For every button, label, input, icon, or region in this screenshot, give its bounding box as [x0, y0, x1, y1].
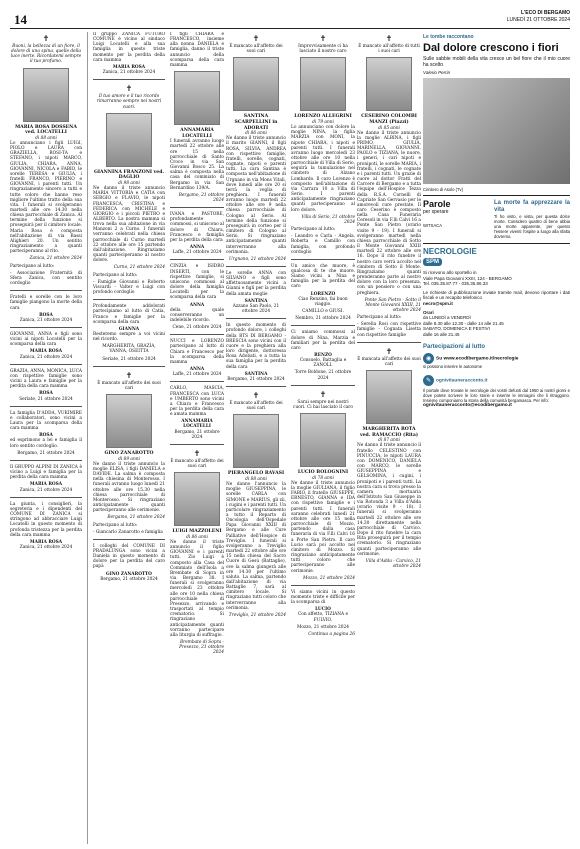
participation-label: Partecipano al lutto: — [93, 522, 138, 528]
portrait-photo — [366, 370, 412, 424]
notice-name: LUCIO — [315, 607, 331, 613]
notice-text: La famiglia D'ADDA, VUKIMIRE e collaboratori, sono vicini a Laura per la scomparsa della cara mamma — [10, 410, 82, 432]
notice-name: ANNA — [189, 245, 205, 251]
deceased-name: CESERINO COLOMBI MANZI (Piazzi) — [361, 114, 417, 125]
divider — [226, 266, 286, 267]
notice-text: Ne danno il triste annuncio il fratello CELESTINO con PINUCCIA, le nipoti LAURA con DOMENICO, DANIELA con MARCO, le sorelle GIUSEPPINA e GELSOMINA, i cugini, i pronipoti e i parenti tutti. La nostra cara si trova presso la camera mortuaria dell'Istituto San Giuseppe in via Rotonda 3 a Villa d'Adda (orario visite 9 - 18). I funerali si svolgeranno martedì 22 ottobre alle ore 14.30 direttamente nella parrocchiale di Carvico. Dopo il rito funebre la cara Rita proseguirà per il tempio crematorio. Si ringraziano quanti parteciperanno alle cerimonie. — [357, 443, 421, 557]
notice-text: I figli CHIARA e FRANCESCO, insieme alla nonna DANIELA e famiglia, danno il triste annuncio della scomparsa della cara mamma — [170, 32, 224, 68]
notice-name: SANTINA — [244, 298, 268, 304]
notice-place: Seriate, 21 ottobre 2024 — [102, 356, 156, 362]
book-icon: ✎ — [423, 375, 434, 386]
parole-text: Ti ho visto, e vista, per questa dolce morte. Considero quattro di bene abbia una morte apparente, per questo l'essere viventi l'ospite a luogo alla sfalta dovremo. — [494, 214, 570, 239]
parole-per-sperare-box — [423, 195, 570, 239]
notice-text: della quale conserveranno un indelebile ricordo. — [170, 307, 224, 323]
notice-name: ANNA — [189, 367, 205, 373]
notice-place: Zanica, 21 ottobre 2024 — [102, 70, 156, 76]
notice-name: LORENZO — [310, 291, 336, 297]
participation-label: Partecipano al lutto: — [10, 263, 55, 269]
divider — [10, 460, 82, 461]
notice-place: Bergamo, 21 ottobre 2024 — [17, 450, 75, 456]
deceased-name: MARIA ROSA DOSSENA ved. LOCATELLI — [15, 124, 77, 136]
ognivita-email-link[interactable]: ognivitauneracconto@ecodibergamo.it — [423, 402, 512, 408]
divider — [93, 539, 165, 540]
info-line: Si ricevono allo sportello in — [423, 270, 477, 275]
divider — [170, 259, 224, 260]
notice-text: I funerali avranno luogo martedì 22 ottobre alle ore 15 nella parrocchiale di Santo Croce in via San Giovanni Bosco 25. La salma è composta nella casa del commiato di Bergamo in via San Bernardino 139/A. — [170, 139, 224, 191]
notice-name: MARIA ROSA — [29, 482, 63, 488]
notice-place: Mozzo, 21 ottobre 2024 — [303, 575, 355, 581]
notice-text: Lo annunciano i figli LUIGI, PIOLO e LAURA con GRAZIELLA, ROSI-TA e STEFANO, i nipoti MARCO, GIULIA, CHIARA, ANNA, GIOVANNI, NICOLA e FABIO, le sorelle TERESA e GIULIA, i fratelli FRANCO, PIERINO e GIOVANNI, i parenti tutti. Un ringraziamento sincero a tutti e tutte coloro che hanno reso migliore l'ultimo tratto della sua vita. I funerali si svolgeranno martedì alle ore 14.30 nella chiesa parrocchiale di Zanica. Al termine della funzione si proseguirà per il cimitero locale. Maria Rosa è composta nell'abitazione di via Bassi Alighieri 20. Un sentito ringraziamento a quanti parteciperanno al rito. — [10, 140, 82, 255]
notice-text: IVANA e PASTORE, profondamente commossi, si uniscono al dolore di Chiara, Francesco e famiglia per la perdita della cara — [170, 212, 224, 243]
notice-place: Bergamo, 21 ottobre 2024 — [178, 192, 224, 203]
deceased-age: di 79 anni — [312, 119, 334, 125]
poem: Buoni, la bellezza di un fiore, il dolore di una spina, quelle della luce inerte. Ricordatemi sempre il tuo profumo. — [10, 44, 82, 65]
notice-text: Ne danno il triste annuncio la moglie ALBINA, i figli PRIMO, GIULIA, MARINELLA, GIOVANNI, PAOLO e TIZIANA, le nuore, i generi, i cari nipoti e pronipoti, le sorelle MARIA, i fratelli, i cognati, le cognate e i parenti tutti. Un grazie di cuore al dottor Fratti del Carcere di Bergamo e a tutta l'équipe dell'Hospice Tezza della R.S.A. Cornelli di Capriate San Gervasio per le amorevoli cure prestate. Il caro Ceserino è composto nella Casa Funeraria Ceresoli in via F.lli Calvi 16 a Ponte San Pietro (orario visite 9 - 19). I funerali si svolgeranno martedì nella chiesa parrocchiale di Sotto il Monte Giovanni XXIII martedì 22 ottobre alle ore 16. Dopo il rito funebre il nostro caro verrà accolto nel cimitero di Sotto il Monte. Ringraziamo quanti prenderanno parte al nostro dolore con la loro presenza, con un pensiero o con una preghiera. — [357, 130, 421, 296]
notice-text: Ci uniamo commossi al dolore di Nina, Marzia e familiari per la perdita del caro — [291, 330, 355, 351]
column-3 — [170, 32, 224, 844]
ognivita-link[interactable]: ognivitauneracconto.it — [436, 378, 488, 384]
photo-caption: Cimitero di Asolo (Tv) — [423, 187, 464, 192]
hours-line: dalle 16 alle 21.45 — [423, 331, 460, 337]
notice-place: Ponte San Pietro - Sotto il Monte Giovanni XXIII, 21 ottobre 2024 — [364, 297, 421, 313]
divider — [357, 342, 421, 343]
column-5 — [291, 32, 355, 844]
divider — [10, 497, 82, 498]
cross-icon: ✝ — [385, 34, 393, 43]
divider — [170, 444, 224, 445]
divider — [170, 207, 224, 208]
notice-place: Torre Boldone, 21 ottobre 2024 — [294, 370, 352, 381]
hours-line: dalle 8.30 alle 12.30 - dalle 14 alle 21.45 — [423, 320, 504, 326]
globe-icon: ◉ — [423, 353, 434, 364]
deceased-age: di 89 anni — [118, 456, 140, 462]
notice-text: Resteremo sempre a voi vicini nel ricordo. — [93, 331, 165, 343]
partecipazioni-title: Partecipazioni al lutto — [423, 343, 486, 350]
notice-name: GINO ZANAROTTO — [106, 571, 152, 577]
notice-name: ANNA — [189, 302, 205, 308]
office-address: Viale Papa Giovanni XXIII, 124 - BERGAMO — [423, 275, 512, 281]
notice-place: Villa d'Adda - Carvico, 21 ottobre 2024 — [365, 558, 421, 569]
deceased-age: di 78 anni — [312, 475, 334, 481]
notice-text: Il GRUPPO ALPINI DI ZANICA è vicino a Luigi e famiglia per la perdita della cara mamma — [10, 464, 82, 481]
cross-icon: ✝ — [385, 346, 393, 356]
notice-text: CINZIA e ISIDRO INSERTI, con le rispettive famiglie, si uniscono commossi al dolore della famiglia Locatelli per la scomparsa della cara — [170, 264, 224, 301]
cross-icon: ✝ — [319, 389, 327, 399]
divider — [10, 290, 82, 291]
cross-icon: ✝ — [125, 84, 133, 94]
deceased-age: di 86 anni — [186, 534, 208, 540]
deceased-age: di 98 anni — [118, 180, 140, 186]
info-line: Le richieste di pubblicazione inviate tramite mail, devono riportare i dati fiscali e un recapito telefonico — [423, 289, 570, 301]
deceased-age: di 86 anni — [245, 131, 267, 137]
portrait-photo — [300, 57, 346, 111]
notice-intro: È mancato all'affetto dei suoi cari — [229, 400, 283, 412]
divider — [10, 406, 82, 407]
ecodibergamo-link[interactable]: Su www.ecodibergamo.it/necrologie — [436, 356, 519, 362]
notice-text: ed esprimono a lei e famiglia il loro sentito cordoglio. — [10, 438, 82, 449]
notice-place: Bergamo, 21 ottobre 2024 — [174, 429, 220, 440]
notice-text: CARLO, MASCIA, FRANCESCA con LUCA e UMBERTO sono vicini a Chiara e Francesco per la perdita della cara e amata mamma — [170, 386, 224, 418]
notice-text: Il gruppo ZANICA FUTURO COMUNE è vicino al sindaco Luigi Locatelli e alla sua famiglia in questo triste momento per la perdita della cara mamma — [93, 32, 165, 63]
cross-icon: ✝ — [319, 34, 327, 43]
notice-signature: Con affetto, TIZIANA e FULVIO. — [297, 612, 349, 623]
notice-place: Zanica, 21 ottobre 2024 — [29, 256, 82, 262]
header-rule — [10, 28, 570, 29]
notice-name: MARIA ROSA — [112, 64, 146, 70]
deceased-name: LUIGI MAZZOLENI — [172, 529, 222, 535]
column-4 — [226, 32, 286, 844]
participation-label: Partecipano al lutto: — [93, 272, 138, 278]
divider — [226, 386, 286, 387]
notice-text: La giunta, i consiglieri, la segreteria e i dipendenti del COMUNE DI ZANICA si stringono ad abbracciare Luigi Locatelli in questo momento di profonda tristezza per la perdita della cara mamma — [10, 501, 82, 538]
portrait-photo — [23, 68, 69, 122]
participation-text: - Leandro e Carla - Angela, Roberta e Camillo con famiglia, con profondo cordoglio — [291, 234, 355, 255]
portrait-photo — [106, 394, 152, 448]
article-author: Valerio Perrin — [423, 70, 451, 75]
column-7 — [423, 32, 570, 844]
continued-on-page: Continua a pagina 26 — [308, 631, 355, 637]
newspaper-name: L'ECO DI BERGAMO — [521, 10, 570, 16]
notice-place: Bergamo, 21 ottobre 2024 — [100, 576, 158, 582]
office-email-link[interactable]: necro@spm.it — [423, 300, 453, 306]
notice-place: Laffe, 21 ottobre 2024 — [172, 372, 222, 378]
notice-text: Ne danno il triste annuncio la moglie GIULIANA, il figlio FABIO, il fratello GIUSEPPE, ERNESTO, GIANNA e IDA con rispettive famiglie e i parenti tutti. I funerali saranno celebrati lunedì 21 ottobre alle ore 15 nella parrocchiale di Mozzo, partendo dalla casa funeraria di via F.lli Calvi 16 a Porte San Pietro. Il caro Lucio sarà poi accolto nel cimitero di Mozzo. Si ringraziano anticipatamente tutti coloro che parteciperanno alle cerimonie. — [291, 480, 355, 574]
divider — [170, 334, 224, 335]
notice-name: GIANNA — [118, 326, 140, 332]
notice-name: RENZO — [314, 353, 332, 358]
notice-text: Ne danno il triste annuncio il marito GIANNI, il figli ROSA, SILVIA, ANDREA con rispettive famiglie, fratelli, sorelle, cognati, cognate, nipoti e parenti tutti. La cara Santina è composta nell'abitazione di Urgnano in via Mons Vitali, dove lunedì alle ore 20 si terrà la veglia di preghiera. I funerali avranno luogo martedì 22 ottobre alle ore 9 nella chiesa parrocchiale di Cologno al Serio. Al termine della funzione si proseguirà in corteo per il cimitero di Cologno al Serio. Si ringraziano anticipatamente quanti interverranno alla cerimonia. — [226, 136, 286, 255]
hours-line: SABATO, DOMENICA E FESTIVI — [423, 326, 490, 332]
link-subtitle: si possono inserire le autonome — [423, 363, 483, 369]
office-info — [423, 270, 570, 338]
notice-name: ANNAMARIA LOCATELLI — [181, 419, 213, 430]
page-number: 14 — [14, 12, 27, 27]
section-tag: Le tombe raccontano — [423, 34, 474, 40]
deceased-name: ANNAMARIA LOCATELLI — [180, 128, 214, 139]
notice-place: Zanica, 21 ottobre 2024 — [19, 544, 73, 550]
notice-text: Lo annunciano con dolore la moglie NINA, la figlia MARZIA con MONI, la nipote CHIARA, i nipoti e parenti tutti. I funerali avranno luogo mercoledì 23 ottobre alle ore 10 nella parrocchiale di Villa di Serio, seguirà la tumulazione nel cimitero di Alzano Lombardo. Il caro Lorenzo è composto nell'abitazione di via Carrara 10 a Villa di Serio. I parenti anticipatamente ringraziano quanti parteciperanno al loro dolore. — [291, 125, 355, 213]
notice-name: ROSA — [39, 433, 53, 439]
divider — [291, 585, 355, 586]
notice-place: Curno, 21 ottobre 2024 — [113, 265, 165, 271]
divider — [170, 381, 224, 382]
notice-text: NUCCI e LORENZO partecipano al lutto di Chiara e Francesco per la scomparsa della mamma — [170, 339, 224, 365]
spm-logo: SPM — [423, 258, 442, 266]
notice-place: Zanica, 21 ottobre 2024 — [19, 487, 73, 493]
cross-icon: ✝ — [252, 34, 260, 43]
divider — [291, 259, 355, 260]
deceased-name: LORENZO ALLEGRINI — [294, 114, 352, 120]
cross-icon: ✝ — [125, 370, 133, 380]
notice-text: Profondamente addolorati partecipiamo al lutto di Catia, Franco e famiglie per la scomparsa della cara — [93, 304, 165, 325]
cemetery-photo — [423, 78, 570, 184]
notice-place: Nembro, 21 ottobre 2024 — [295, 316, 351, 322]
divider — [93, 366, 165, 367]
deceased-name: PIERANGELO RAVASI — [227, 471, 285, 477]
notice-place: Urgnano, 21 ottobre 2024 — [229, 256, 286, 262]
portrait-photo — [174, 472, 220, 526]
notice-signature: Consuelo, Battaglia e ZANOLI. — [299, 358, 347, 369]
masthead — [507, 10, 570, 23]
notice-intro: È mancato all'affetto di tutti i suoi cari — [358, 44, 420, 55]
notice-name: ROSA — [39, 312, 53, 318]
notice-text: Ciao Renzino, fai buon viaggio. — [298, 296, 348, 307]
necrologie-section — [423, 243, 570, 266]
notice-place: Laffe, 21 ottobre 2024 — [172, 250, 222, 256]
divider — [226, 318, 286, 319]
notice-text: Vi siamo vicini in questo momento triste e difficile per la scomparsa di — [291, 589, 355, 606]
cross-icon: ✝ — [42, 34, 50, 43]
notice-name: MARIA ROSA — [29, 539, 63, 545]
notice-place: Bergamo, 21 ottobre 2024 — [107, 515, 165, 521]
participation-label: Partecipano al lutto: — [357, 315, 402, 321]
poem: Il tuo amore e il tuo ricordo rimarranno sempre nei nostri cuori. — [96, 94, 162, 110]
parole-subtitle: per sperare — [423, 209, 449, 215]
portrait-photo — [300, 413, 346, 467]
parole-headline: La morte fa apprezzare la vita — [494, 200, 570, 213]
office-phone: Tel. 035.35.87.77 - 035.35.86.33 — [423, 281, 488, 287]
cross-icon: ✝ — [193, 448, 201, 458]
notice-intro: Sarai sempre nei nostri cuori. Ci hai lasciato il caro — [293, 399, 353, 410]
notice-text: Ne danno il triste annuncio il figlio GIOVANNI e i parenti tutti. Zio Luigi è composto alla Casa del Commiato dell'Isola a Brembate di Sopra in via Bergamo 38. I funerali si svolgeranno mercoledì 23 ottobre alle ore 10 nella chiesa parrocchiale di Presezzo, arrivando e trasportati al tempio crematorio. Si ringraziano anticipatamente quanti vorranno partecipare alla liturgia di suffragio. — [170, 540, 224, 638]
necrologie-title: NECROLOGIE — [423, 247, 477, 256]
portrait-photo — [106, 113, 152, 167]
participation-label: Partecipano al lutto: — [291, 227, 336, 233]
notice-text: Ne danno il triste annuncio MARIA VITTORIA e CATIA con SERGIO e FLAVIO, le nipoti FRANCESCA, CRISTINA e FEDERICA con MICHELE e GIORGIO e i piccoli PIETRO e ALBERTO. La nostra mamma si trova nella sua abitazione in via Manzoni 2 a Curno. I funerali verranno celebrati nella chiesa parrocchiale di Curno martedì 22 ottobre alle ore 15 partendo dall'abitazione. Ringraziamo quanti parteciperanno al nostro dolore. — [93, 186, 165, 264]
deceased-age: di 88 anni — [35, 135, 57, 141]
notice-place: Zanica, 21 ottobre 2024 — [19, 354, 73, 360]
participation-text: - Associazione Fraternità di Sfera Zanica, con sentito cordoglio — [10, 270, 82, 287]
notice-place: Treviglio, 21 ottobre 2024 — [228, 612, 286, 618]
participation-text: - Famiglie Giovanni e Roberto Viscardi - Valter e Luigi con profondo cordoglio — [93, 279, 165, 296]
divider — [10, 327, 82, 328]
divider — [291, 385, 355, 386]
notice-text: Le sorelle ANNA con SILVANO e figli sono affettuosamente vicini a Gianni e figli per la perdita della amata moglie — [226, 271, 286, 297]
notice-place: Zanica, 21 ottobre 2024 — [19, 317, 73, 323]
deceased-name: LUCIO BOLOGNINI — [297, 470, 349, 476]
issue-date: LUNEDÌ 21 OTTOBRE 2024 — [506, 16, 570, 23]
notice-text: I colleghi del COMUNE DI PRADALUNGA sono vicini a Daniela in questo momento di dolore per la perdita del caro papà — [93, 543, 165, 570]
participation-text: - Giancarlo Zanarotto e famiglia — [93, 529, 163, 535]
notice-name: MARIA ROSA — [29, 349, 63, 355]
notice-place: Bergamo, 21 ottobre 2024 — [227, 376, 285, 382]
hours-label: Orari — [423, 309, 434, 315]
notice-text: Ne danno il triste annuncio la moglie ELISA, i figli DANIELA e DAVIDE. La salma è composta nella chiesina di Monterosso. I funerali avranno luogo lunedì 21 ottobre alle ore 15.30 nella chiesa parrocchiale di Monterosso. Si ringraziano anticipatamente quanti parteciperanno alle cerimonie. — [93, 461, 165, 514]
portrait-photo — [174, 71, 220, 125]
notice-text: Fratelli e sorelle con le loro famiglie piangono la morte della cara — [10, 295, 82, 311]
deceased-name: GIANNINA FRANZONI ved. DAGLIO — [93, 169, 165, 181]
notice-place: Azzano San Paolo, 21 ottobre 2024 — [232, 303, 280, 315]
notice-intro: È mancato all'affetto dei suoi cari — [97, 380, 161, 391]
notice-intro: È mancato all'affetto dei suoi cari — [170, 458, 224, 470]
deceased-name: MARGHERITA ROTA ved. RAMACCIO (Rita) — [359, 427, 419, 438]
notice-place: Mozzo, 21 ottobre 2024 — [297, 624, 349, 630]
notice-text: Ne danno l'annuncio la moglie GIUSEPPINA, le sorelle CARLA con SIMONE e MARIUS, gli zii, i cugini e i parenti tutti. Un particolare ringraziamento a tutto il Reparto di Oncologia dell'Ospedale Papa Giovanni XXIII di Bergamo e alle Cure Palliative dell'Hospice di Treviglio. I funerali si svolgeranno a Treviglio martedì 22 ottobre alle ore 15 nella chiesa del Sacro Cuore di Gesù (Battaglie), ove la salma giungerà alle ore 14.30 per l'ultimo saluto. La salma, partendo dall'abitazione di via Battaglie 7, sarà al cimitero locale. Si ringraziano tutti coloro che interverranno alla cerimonia. — [226, 482, 286, 611]
participation-text: - Serella Rosi con rispettive famiglie - Cognata Lisetta con rispettive famiglie — [357, 322, 421, 338]
notice-text: In questo momento di profondo dolore, i colleghi della BTS DI BERGAMO - BRESCIA sono vicini con il cuore e la preghiera alla loro dirigente, dottoressa Rosa Adobati, e a tutta la sua famiglia per la perdita della cara — [226, 323, 286, 370]
notice-name: SANTINA — [244, 371, 268, 377]
divider — [291, 325, 355, 326]
notice-signature: CAMILLO e GIUSI. — [302, 309, 344, 315]
notice-place: Brembate di Sopra - Presezzo, 21 ottobre 2024 — [179, 639, 224, 656]
notice-signature: MARGHERITA, GRAZIA, VANNA, OSEITTA — [102, 344, 156, 355]
hours-line: da LUNEDÌ a VENERDÌ — [423, 315, 471, 321]
divider — [10, 364, 82, 365]
deceased-age: di 87 anni — [378, 438, 400, 444]
notice-text: GRAZIA, ANNA, MONICA, LUCA con rispettive famiglie sono vicini a Laura e famiglie per la perdita della cara mamma — [10, 368, 82, 390]
deceased-name: GINO ZANAROTTO — [104, 451, 154, 457]
notice-intro: Improvvisamente ci ha lasciato il nostro caro — [298, 44, 348, 55]
deceased-name: SANTINA SCARPELLINI in ADOBATI — [234, 114, 278, 131]
parole-author: WITSACA — [423, 223, 443, 228]
deceased-age: di 85 anni — [378, 125, 400, 131]
notice-intro: È mancata all'affetto dei suoi cari — [357, 356, 421, 367]
parole-title: Parole — [423, 199, 451, 209]
deceased-age: di 88 anni — [245, 476, 267, 482]
notice-place: Seriate, 21 ottobre 2024 — [19, 396, 73, 402]
column-6 — [357, 32, 421, 844]
column-2 — [87, 32, 165, 844]
notice-place: Cene, 21 ottobre 2024 — [172, 325, 222, 331]
divider — [93, 299, 165, 300]
article-title: Dal dolore crescono i fiori — [423, 42, 559, 54]
notice-text: GIOVANNI, ANNA e figli sono vicini ai nipoti Locatelli per la scomparsa della cara — [10, 331, 82, 348]
ognivita-text: Il portale dove trovate le necrologie dei vostri defunti dal 1950 ai nostri giorni e dove potete scrivere le loro storie e inserire le immagini che li ritraggono. Insieme componiamo la storia della comunità bergamasca. Per info: — [423, 387, 570, 403]
column-1 — [10, 32, 82, 844]
notice-text: Un amico che muore, è qualcosa di te che muore. Siamo vicini a Nina e famiglia per la perdita del caro — [291, 263, 355, 290]
portrait-photo — [233, 414, 279, 468]
notice-name: ROSA — [39, 391, 53, 397]
notice-place: Villa di Serio, 21 ottobre 2024 — [301, 214, 355, 225]
divider — [93, 79, 165, 80]
article-lead: Sulle sabbie mobili della vita cresce un bel fiore che il mio cuore ha scelto — [423, 56, 570, 68]
portrait-photo — [366, 57, 412, 111]
cross-icon: ✝ — [252, 390, 260, 400]
notice-intro: È mancato all'affetto dei suoi cari — [229, 44, 283, 55]
portrait-photo — [233, 57, 279, 111]
